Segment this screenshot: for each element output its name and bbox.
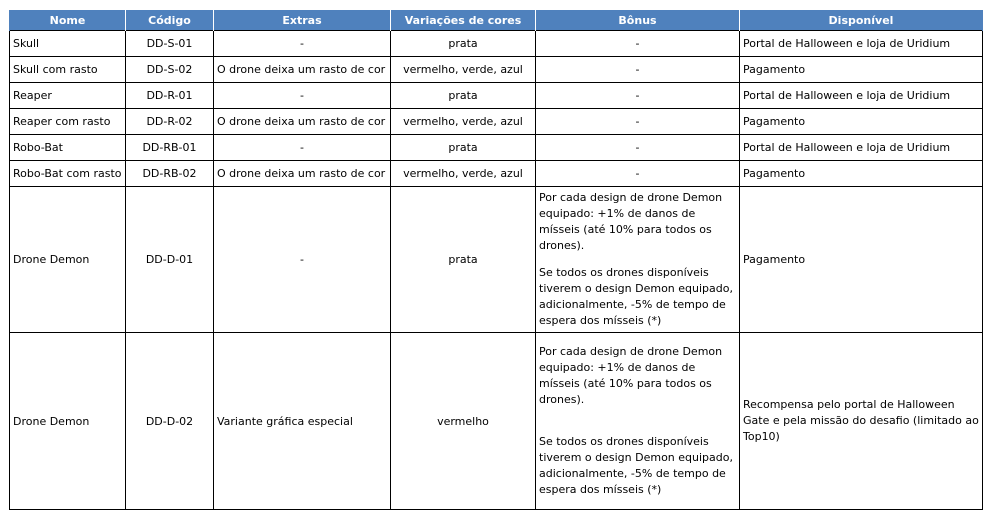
cell-cores: prata xyxy=(391,187,536,333)
header-extras: Extras xyxy=(214,10,391,31)
cell-codigo: DD-R-01 xyxy=(126,83,214,109)
header-codigo: Código xyxy=(126,10,214,31)
cell-bonus: - xyxy=(536,161,740,187)
header-variacoes-de-cores: Variações de cores xyxy=(391,10,536,31)
cell-codigo: DD-RB-02 xyxy=(126,161,214,187)
bonus-paragraph-2: Se todos os drones disponíveis tiverem o design Demon equipado, adicionalmente, -5% de tempo de espera dos mísseis (*) xyxy=(539,435,733,496)
drone-designs-table xyxy=(9,10,983,510)
cell-nome: Reaper com rasto xyxy=(10,109,126,135)
cell-nome: Drone Demon xyxy=(10,333,126,510)
cell-nome: Robo-Bat com rasto xyxy=(10,161,126,187)
cell-extras: O drone deixa um rasto de cor xyxy=(214,109,391,135)
cell-nome: Skull com rasto xyxy=(10,57,126,83)
cell-disponivel: Pagamento xyxy=(740,57,983,83)
header-disponivel: Disponível xyxy=(740,10,983,31)
cell-nome: Drone Demon xyxy=(10,187,126,333)
bonus-paragraph-1: Por cada design de drone Demon equipado: +1% de danos de mísseis (até 10% para todos os drones). xyxy=(539,191,723,252)
table-row xyxy=(10,333,983,510)
cell-disponivel: Portal de Halloween e loja de Uridium xyxy=(740,135,983,161)
cell-extras: Variante gráfica especial xyxy=(214,333,391,510)
table-header xyxy=(10,10,983,31)
cell-codigo: DD-S-02 xyxy=(126,57,214,83)
cell-cores: prata xyxy=(391,83,536,109)
cell-cores: vermelho, verde, azul xyxy=(391,109,536,135)
cell-codigo: DD-R-02 xyxy=(126,109,214,135)
paragraph-gap xyxy=(539,408,736,434)
cell-codigo: DD-D-01 xyxy=(126,187,214,333)
cell-bonus xyxy=(536,187,740,333)
table-row xyxy=(10,109,983,135)
cell-disponivel: Recompensa pelo portal de Halloween Gate e pela missão do desafio (limitado ao Top10) xyxy=(740,333,983,510)
cell-cores: vermelho xyxy=(391,333,536,510)
cell-disponivel: Pagamento xyxy=(740,187,983,333)
cell-bonus: - xyxy=(536,109,740,135)
cell-disponivel: Pagamento xyxy=(740,161,983,187)
cell-bonus: - xyxy=(536,83,740,109)
cell-nome: Skull xyxy=(10,31,126,57)
cell-codigo: DD-RB-01 xyxy=(126,135,214,161)
cell-disponivel: Portal de Halloween e loja de Uridium xyxy=(740,31,983,57)
cell-disponivel: Portal de Halloween e loja de Uridium xyxy=(740,83,983,109)
table-row xyxy=(10,31,983,57)
bonus-paragraph-1: Por cada design de drone Demon equipado: +1% de danos de mísseis (até 10% para todos os drones). xyxy=(539,345,723,406)
cell-cores: prata xyxy=(391,31,536,57)
cell-extras: - xyxy=(214,83,391,109)
cell-nome: Robo-Bat xyxy=(10,135,126,161)
cell-cores: vermelho, verde, azul xyxy=(391,161,536,187)
table-row xyxy=(10,57,983,83)
bonus-paragraph-2: Se todos os drones disponíveis tiverem o design Demon equipado, adicionalmente, -5% de tempo de espera dos mísseis (*) xyxy=(539,266,733,327)
table-row xyxy=(10,187,983,333)
cell-extras: - xyxy=(214,187,391,333)
cell-bonus xyxy=(536,333,740,510)
cell-extras: - xyxy=(214,31,391,57)
paragraph-gap xyxy=(539,254,736,265)
cell-codigo: DD-D-02 xyxy=(126,333,214,510)
cell-extras: - xyxy=(214,135,391,161)
cell-cores: prata xyxy=(391,135,536,161)
header-bonus: Bônus xyxy=(536,10,740,31)
table-row xyxy=(10,83,983,109)
header-nome: Nome xyxy=(10,10,126,31)
cell-codigo: DD-S-01 xyxy=(126,31,214,57)
cell-extras: O drone deixa um rasto de cor xyxy=(214,161,391,187)
cell-cores: vermelho, verde, azul xyxy=(391,57,536,83)
cell-extras: O drone deixa um rasto de cor xyxy=(214,57,391,83)
cell-bonus: - xyxy=(536,31,740,57)
cell-nome: Reaper xyxy=(10,83,126,109)
table-row xyxy=(10,135,983,161)
table-row xyxy=(10,161,983,187)
cell-disponivel: Pagamento xyxy=(740,109,983,135)
cell-bonus: - xyxy=(536,57,740,83)
cell-bonus: - xyxy=(536,135,740,161)
